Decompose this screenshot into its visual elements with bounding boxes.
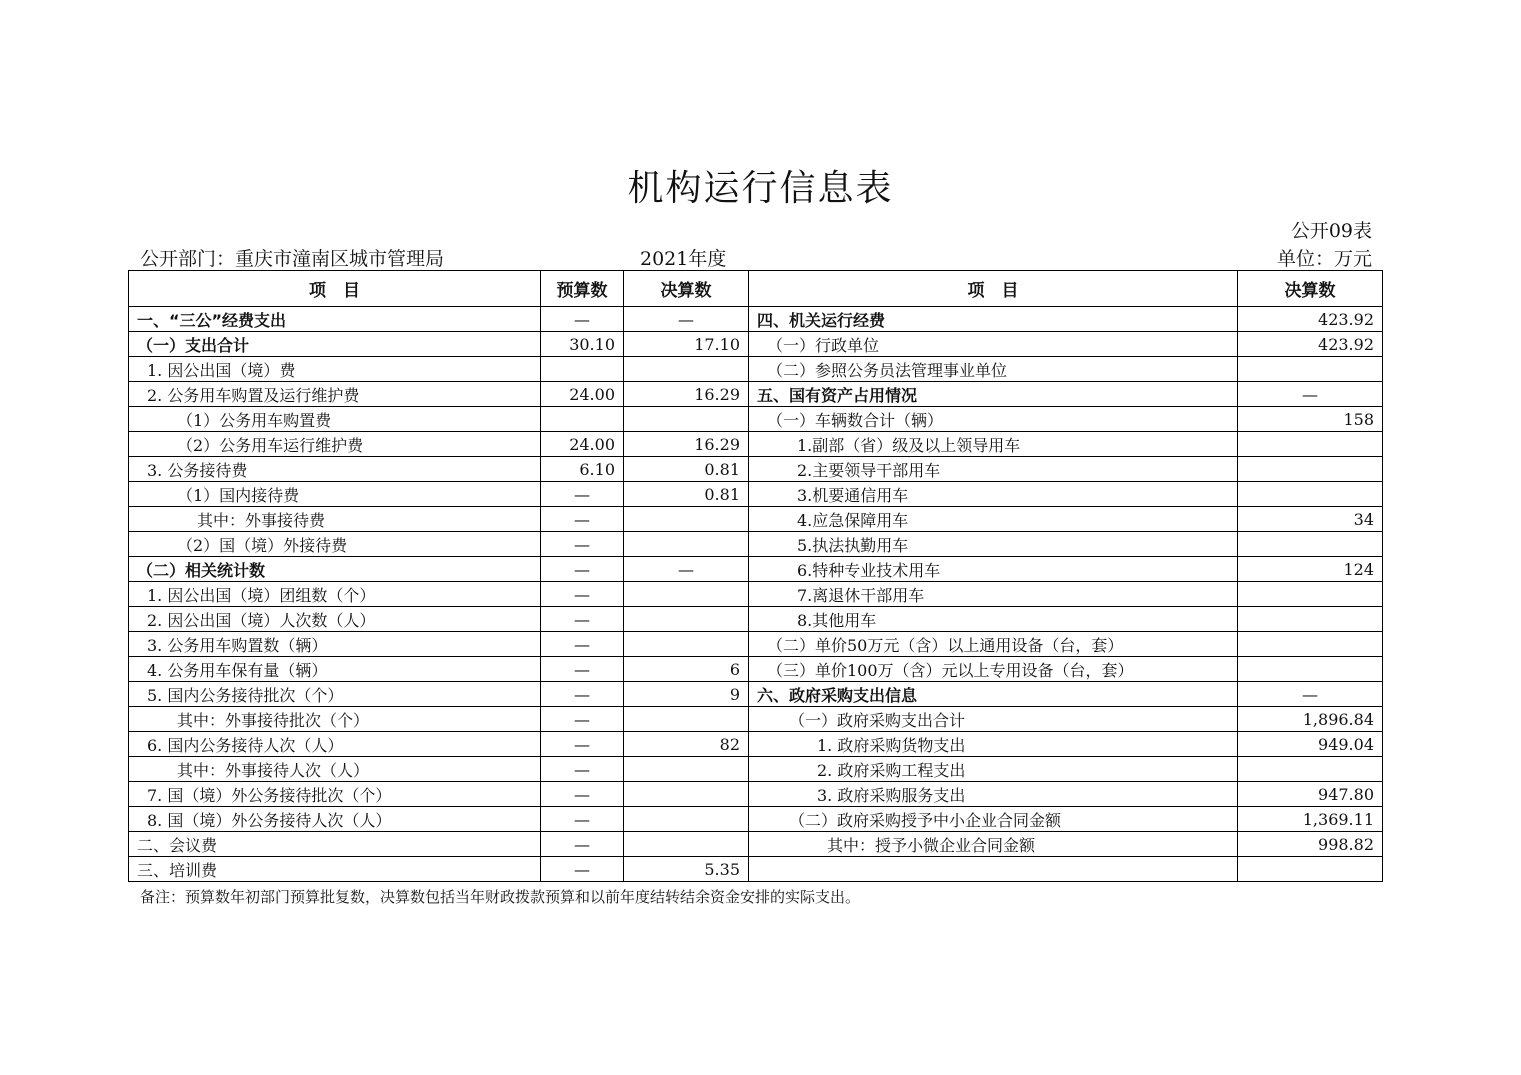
- right-item-cell: 1.副部（省）级及以上领导用车: [749, 432, 1238, 457]
- final-cell: 82: [624, 732, 749, 757]
- form-code: 公开09表: [1290, 220, 1372, 242]
- right-final-cell: [1238, 607, 1383, 632]
- unit-label: 单位：万元: [1276, 248, 1372, 270]
- right-final-cell: [1238, 357, 1383, 382]
- left-item-cell: 一、“三公”经费支出: [129, 307, 541, 332]
- left-item-cell: 三、培训费: [129, 857, 541, 882]
- final-cell: 5.35: [624, 857, 749, 882]
- left-item-cell: 2. 公务用车购置及运行维护费: [129, 382, 541, 407]
- right-final-cell: 124: [1238, 557, 1383, 582]
- budget-cell: 24.00: [541, 432, 624, 457]
- left-item-cell: 其中：外事接待人次（人）: [129, 757, 541, 782]
- table-row: [129, 532, 1383, 557]
- final-cell: [624, 632, 749, 657]
- budget-cell: —: [541, 832, 624, 857]
- budget-cell: —: [541, 657, 624, 682]
- final-cell: [624, 357, 749, 382]
- table-row: [129, 357, 1383, 382]
- right-item-cell: 3. 政府采购服务支出: [749, 782, 1238, 807]
- right-item-cell: 7.离退休干部用车: [749, 582, 1238, 607]
- right-item-cell: 6.特种专业技术用车: [749, 557, 1238, 582]
- right-final-cell: [1238, 757, 1383, 782]
- budget-cell: —: [541, 807, 624, 832]
- budget-cell: —: [541, 757, 624, 782]
- budget-cell: —: [541, 632, 624, 657]
- left-item-cell: 7. 国（境）外公务接待批次（个）: [129, 782, 541, 807]
- right-item-cell: [749, 857, 1238, 882]
- right-item-cell: （一）车辆数合计（辆）: [749, 407, 1238, 432]
- left-item-cell: （2）国（境）外接待费: [129, 532, 541, 557]
- budget-cell: 30.10: [541, 332, 624, 357]
- info-table: [128, 270, 1383, 882]
- right-item-cell: 4.应急保障用车: [749, 507, 1238, 532]
- left-item-cell: 3. 公务接待费: [129, 457, 541, 482]
- table-row: [129, 732, 1383, 757]
- page-title: 机构运行信息表: [627, 168, 894, 209]
- budget-cell: —: [541, 482, 624, 507]
- table-row: [129, 807, 1383, 832]
- right-final-cell: [1238, 857, 1383, 882]
- right-final-cell: [1238, 632, 1383, 657]
- budget-cell: —: [541, 857, 624, 882]
- table-row: [129, 657, 1383, 682]
- right-final-cell: 949.04: [1238, 732, 1383, 757]
- year-label: 2021年度: [640, 248, 727, 270]
- table-row: [129, 557, 1383, 582]
- table-row: [129, 682, 1383, 707]
- right-item-cell: （一）政府采购支出合计: [749, 707, 1238, 732]
- header-right-final: 决算数: [1238, 271, 1383, 307]
- final-cell: [624, 782, 749, 807]
- left-item-cell: 1. 因公出国（境）团组数（个）: [129, 582, 541, 607]
- table-row: [129, 707, 1383, 732]
- header-final: 决算数: [624, 271, 749, 307]
- left-item-cell: 4. 公务用车保有量（辆）: [129, 657, 541, 682]
- table-row: [129, 757, 1383, 782]
- budget-cell: [541, 357, 624, 382]
- budget-cell: —: [541, 307, 624, 332]
- left-item-cell: 6. 国内公务接待人次（人）: [129, 732, 541, 757]
- header-left-item: 项 目: [129, 271, 541, 307]
- left-item-cell: 2. 因公出国（境）人次数（人）: [129, 607, 541, 632]
- left-item-cell: 5. 国内公务接待批次（个）: [129, 682, 541, 707]
- left-item-cell: 其中：外事接待批次（个）: [129, 707, 541, 732]
- budget-cell: —: [541, 532, 624, 557]
- right-item-cell: 8.其他用车: [749, 607, 1238, 632]
- department-label: 公开部门：重庆市潼南区城市管理局: [140, 248, 445, 270]
- budget-cell: —: [541, 557, 624, 582]
- left-item-cell: 1. 因公出国（境）费: [129, 357, 541, 382]
- left-item-cell: 3. 公务用车购置数（辆）: [129, 632, 541, 657]
- right-item-cell: 2. 政府采购工程支出: [749, 757, 1238, 782]
- table-row: [129, 382, 1383, 407]
- right-final-cell: 1,896.84: [1238, 707, 1383, 732]
- table-row: [129, 607, 1383, 632]
- final-cell: 16.29: [624, 382, 749, 407]
- right-item-cell: （二）政府采购授予中小企业合同金额: [749, 807, 1238, 832]
- left-item-cell: 其中：外事接待费: [129, 507, 541, 532]
- header-right-item: 项 目: [749, 271, 1238, 307]
- right-final-cell: [1238, 532, 1383, 557]
- table-body: [129, 307, 1383, 882]
- final-cell: [624, 832, 749, 857]
- table-header-row: [129, 271, 1383, 307]
- final-cell: 0.81: [624, 457, 749, 482]
- right-final-cell: [1238, 457, 1383, 482]
- final-cell: 17.10: [624, 332, 749, 357]
- budget-cell: —: [541, 582, 624, 607]
- right-final-cell: [1238, 432, 1383, 457]
- final-cell: 0.81: [624, 482, 749, 507]
- right-final-cell: 34: [1238, 507, 1383, 532]
- right-final-cell: 158: [1238, 407, 1383, 432]
- final-cell: [624, 607, 749, 632]
- final-cell: [624, 582, 749, 607]
- budget-cell: —: [541, 782, 624, 807]
- final-cell: —: [624, 557, 749, 582]
- header-budget: 预算数: [541, 271, 624, 307]
- right-final-cell: 947.80: [1238, 782, 1383, 807]
- table-row: [129, 307, 1383, 332]
- budget-cell: —: [541, 607, 624, 632]
- right-final-cell: —: [1238, 682, 1383, 707]
- final-cell: [624, 757, 749, 782]
- final-cell: [624, 532, 749, 557]
- final-cell: [624, 807, 749, 832]
- table-row: [129, 632, 1383, 657]
- budget-cell: [541, 407, 624, 432]
- right-item-cell: 六、政府采购支出信息: [749, 682, 1238, 707]
- final-cell: 6: [624, 657, 749, 682]
- final-cell: [624, 707, 749, 732]
- left-item-cell: （1）国内接待费: [129, 482, 541, 507]
- table-row: [129, 832, 1383, 857]
- budget-cell: —: [541, 732, 624, 757]
- final-cell: 16.29: [624, 432, 749, 457]
- table-row: [129, 782, 1383, 807]
- budget-cell: —: [541, 707, 624, 732]
- final-cell: —: [624, 307, 749, 332]
- final-cell: [624, 507, 749, 532]
- budget-cell: —: [541, 507, 624, 532]
- right-item-cell: 5.执法执勤用车: [749, 532, 1238, 557]
- table-row: [129, 507, 1383, 532]
- right-item-cell: （一）行政单位: [749, 332, 1238, 357]
- right-final-cell: [1238, 657, 1383, 682]
- left-item-cell: （2）公务用车运行维护费: [129, 432, 541, 457]
- right-item-cell: （二）单价50万元（含）以上通用设备（台，套）: [749, 632, 1238, 657]
- right-item-cell: （三）单价100万（含）元以上专用设备（台，套）: [749, 657, 1238, 682]
- right-final-cell: 423.92: [1238, 307, 1383, 332]
- right-final-cell: [1238, 582, 1383, 607]
- table-row: [129, 482, 1383, 507]
- left-item-cell: （1）公务用车购置费: [129, 407, 541, 432]
- budget-cell: 24.00: [541, 382, 624, 407]
- final-cell: [624, 407, 749, 432]
- table-row: [129, 457, 1383, 482]
- right-final-cell: 423.92: [1238, 332, 1383, 357]
- right-item-cell: 2.主要领导干部用车: [749, 457, 1238, 482]
- right-item-cell: （二）参照公务员法管理事业单位: [749, 357, 1238, 382]
- final-cell: 9: [624, 682, 749, 707]
- budget-cell: —: [541, 682, 624, 707]
- right-item-cell: 五、国有资产占用情况: [749, 382, 1238, 407]
- table-row: [129, 432, 1383, 457]
- left-item-cell: （一）支出合计: [129, 332, 541, 357]
- table-row: [129, 857, 1383, 882]
- left-item-cell: （二）相关统计数: [129, 557, 541, 582]
- right-final-cell: [1238, 482, 1383, 507]
- table-row: [129, 582, 1383, 607]
- right-final-cell: —: [1238, 382, 1383, 407]
- right-final-cell: 1,369.11: [1238, 807, 1383, 832]
- right-item-cell: 3.机要通信用车: [749, 482, 1238, 507]
- table-row: [129, 332, 1383, 357]
- right-final-cell: 998.82: [1238, 832, 1383, 857]
- left-item-cell: 8. 国（境）外公务接待人次（人）: [129, 807, 541, 832]
- table-row: [129, 407, 1383, 432]
- right-item-cell: 四、机关运行经费: [749, 307, 1238, 332]
- left-item-cell: 二、会议费: [129, 832, 541, 857]
- right-item-cell: 1. 政府采购货物支出: [749, 732, 1238, 757]
- right-item-cell: 其中：授予小微企业合同金额: [749, 832, 1238, 857]
- footnote: 备注：预算数年初部门预算批复数，决算数包括当年财政拨款预算和以前年度结转结余资金安排的实际支出。: [140, 888, 861, 906]
- budget-cell: 6.10: [541, 457, 624, 482]
